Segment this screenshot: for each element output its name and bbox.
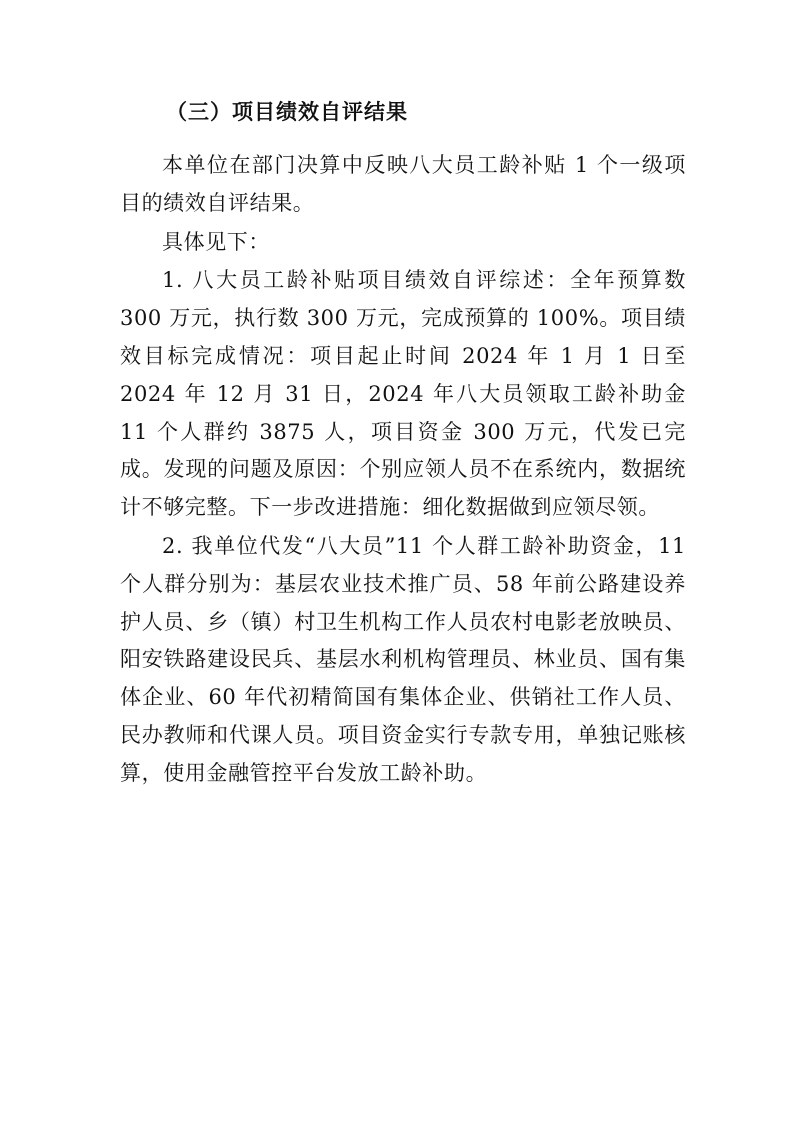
section-heading: （三）项目绩效自评结果 (166, 99, 408, 124)
document-page (120, 90, 686, 793)
intro-paragraph: 本单位在部门决算中反映八大员工龄补贴 1 个一级项目的绩效自评结果。 (120, 153, 686, 215)
details-lead-paragraph: 具体见下： (162, 229, 270, 254)
summary-paragraph-1: 1. 八大员工龄补贴项目绩效自评综述：全年预算数 300 万元，执行数 300 万元，完成预算的 100%。项目绩效目标完成情况：项目起止时间 2024 年 1 月 1 日至 2024 年 12 月 31 日，2024 年八大员领取工龄补助金 11 个人群约 3875 人，项目资金 300 万元，代发已完成。发现的问题及原因：个别应领人员不在系统内，数据统计不够完整。下一步改进措施：细化数据做到应领尽领。 (120, 268, 686, 520)
summary-paragraph-2: 2. 我单位代发“八大员”11 个人群工龄补助资金，11 个人群分别为：基层农业技术推广员、58 年前公路建设养护人员、乡（镇）村卫生机构工作人员农村电影老放映员、阳安铁路建设民兵、基层水利机构管理员、林业员、国有集体企业、60 年代初精简国有集体企业、供销社工作人员、民办教师和代课人员。项目资金实行专款专用，单独记账核算，使用金融管控平台发放工龄补助。 (120, 533, 686, 785)
